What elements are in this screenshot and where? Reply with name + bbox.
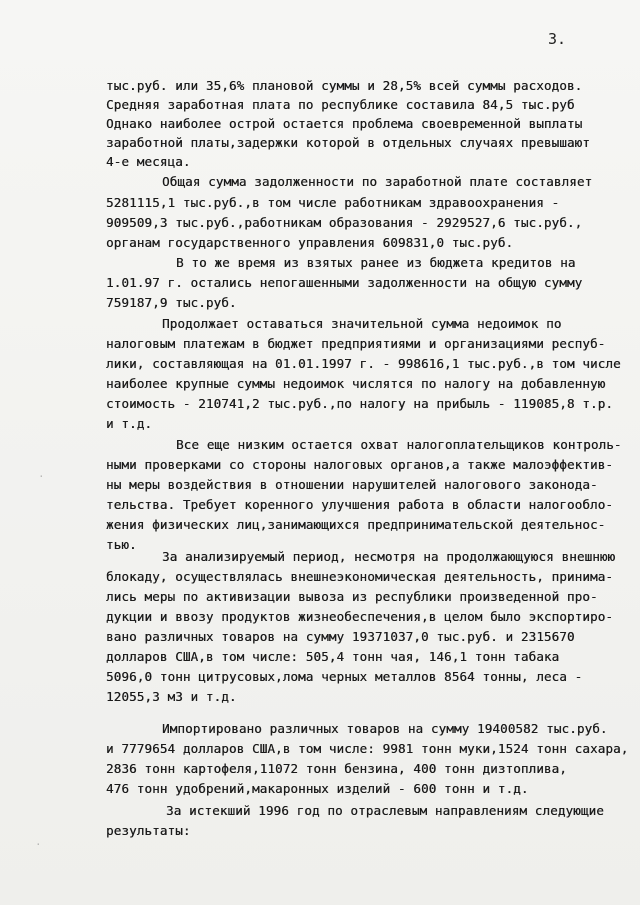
page-number: 3. [548, 30, 567, 48]
text-line: лись меры по активизации вывоза из республики произведенной про- [106, 589, 598, 604]
scan-artifact: · [38, 470, 45, 483]
text-line: органам государственного управления 609831,0 тыс.руб. [106, 235, 514, 250]
text-line: ными проверками со стороны налоговых органов,а также малоэффектив- [106, 457, 614, 472]
text-line: 12055,3 м3 и т.д. [106, 689, 237, 704]
text-line: Продолжает оставаться значительной сумма недоимок по [162, 316, 562, 331]
text-line: ны меры воздействия в отношении нарушителей налогового законода- [106, 477, 598, 492]
text-line: и т.д. [106, 416, 153, 431]
text-line: Общая сумма задолженности по заработной плате составляет [162, 174, 593, 189]
text-line: лики, составляющая на 01.01.1997 г. - 998616,1 тыс.руб.,в том числе [106, 356, 621, 371]
text-line: Все еще низким остается охват налогоплательщиков контроль- [176, 437, 622, 452]
text-line: Импортировано различных товаров на сумму 19400582 тыс.руб. [162, 721, 608, 736]
text-line: 909509,3 тыс.руб.,работникам образования - 2929527,6 тыс.руб., [106, 215, 583, 230]
text-line: Однако наиболее острой остается проблема своевременной выплаты [106, 116, 583, 131]
text-line: За анализируемый период, несмотря на продолжающуюся внешнюю [162, 549, 616, 564]
text-line: заработной платы,задержки которой в отдельных случаях превышают [106, 135, 590, 150]
text-line: вано различных товаров на сумму 19371037,0 тыс.руб. и 2315670 [106, 629, 575, 644]
text-line: тью. [106, 537, 137, 552]
text-line: 2836 тонн картофеля,11072 тонн бензина, 400 тонн дизтоплива, [106, 761, 567, 776]
text-line: тельства. Требует коренного улучшения работа в области налогообло- [106, 497, 614, 512]
text-line: 476 тонн удобрений,макаронных изделий - 600 тонн и т.д. [106, 781, 529, 796]
text-line: 1.01.97 г. остались непогашенными задолженности на общую сумму [106, 275, 583, 290]
text-line: долларов США,в том числе: 505,4 тонн чая, 146,1 тонн табака [106, 649, 560, 664]
scan-artifact: · [35, 838, 42, 851]
text-line: В то же время из взятых ранее из бюджета кредитов на [176, 255, 576, 270]
text-line: 5096,0 тонн цитрусовых,лома черных металлов 8564 тонны, леса - [106, 669, 583, 684]
text-line: жения физических лиц,занимающихся предпринимательской деятельнос- [106, 517, 606, 532]
text-line: Средняя заработная плата по республике составила 84,5 тыс.руб [106, 97, 575, 112]
text-line: стоимость - 210741,2 тыс.руб.,по налогу на прибыль - 119085,8 т.р. [106, 396, 614, 411]
text-line: 759187,9 тыс.руб. [106, 295, 237, 310]
text-line: результаты: [106, 823, 191, 838]
text-line: тыс.руб. или 35,6% плановой суммы и 28,5% всей суммы расходов. [106, 78, 583, 93]
text-line: блокаду, осуществлялась внешнеэкономическая деятельность, принима- [106, 569, 614, 584]
text-line: налоговым платежам в бюджет предприятиями и организациями респуб- [106, 336, 606, 351]
text-line: 5281115,1 тыс.руб.,в том числе работникам здравоохранения - [106, 195, 560, 210]
text-line: 4-е месяца. [106, 154, 191, 169]
text-line: и 7779654 долларов США,в том числе: 9981 тонн муки,1524 тонн сахара, [106, 741, 629, 756]
text-line: наиболее крупные суммы недоимок числятся по налогу на добавленную [106, 376, 606, 391]
text-line: дукции и ввозу продуктов жизнеобеспечения,в целом было экспортиро- [106, 609, 614, 624]
text-line: За истекший 1996 год по отраслевым направлениям следующие [166, 803, 604, 818]
